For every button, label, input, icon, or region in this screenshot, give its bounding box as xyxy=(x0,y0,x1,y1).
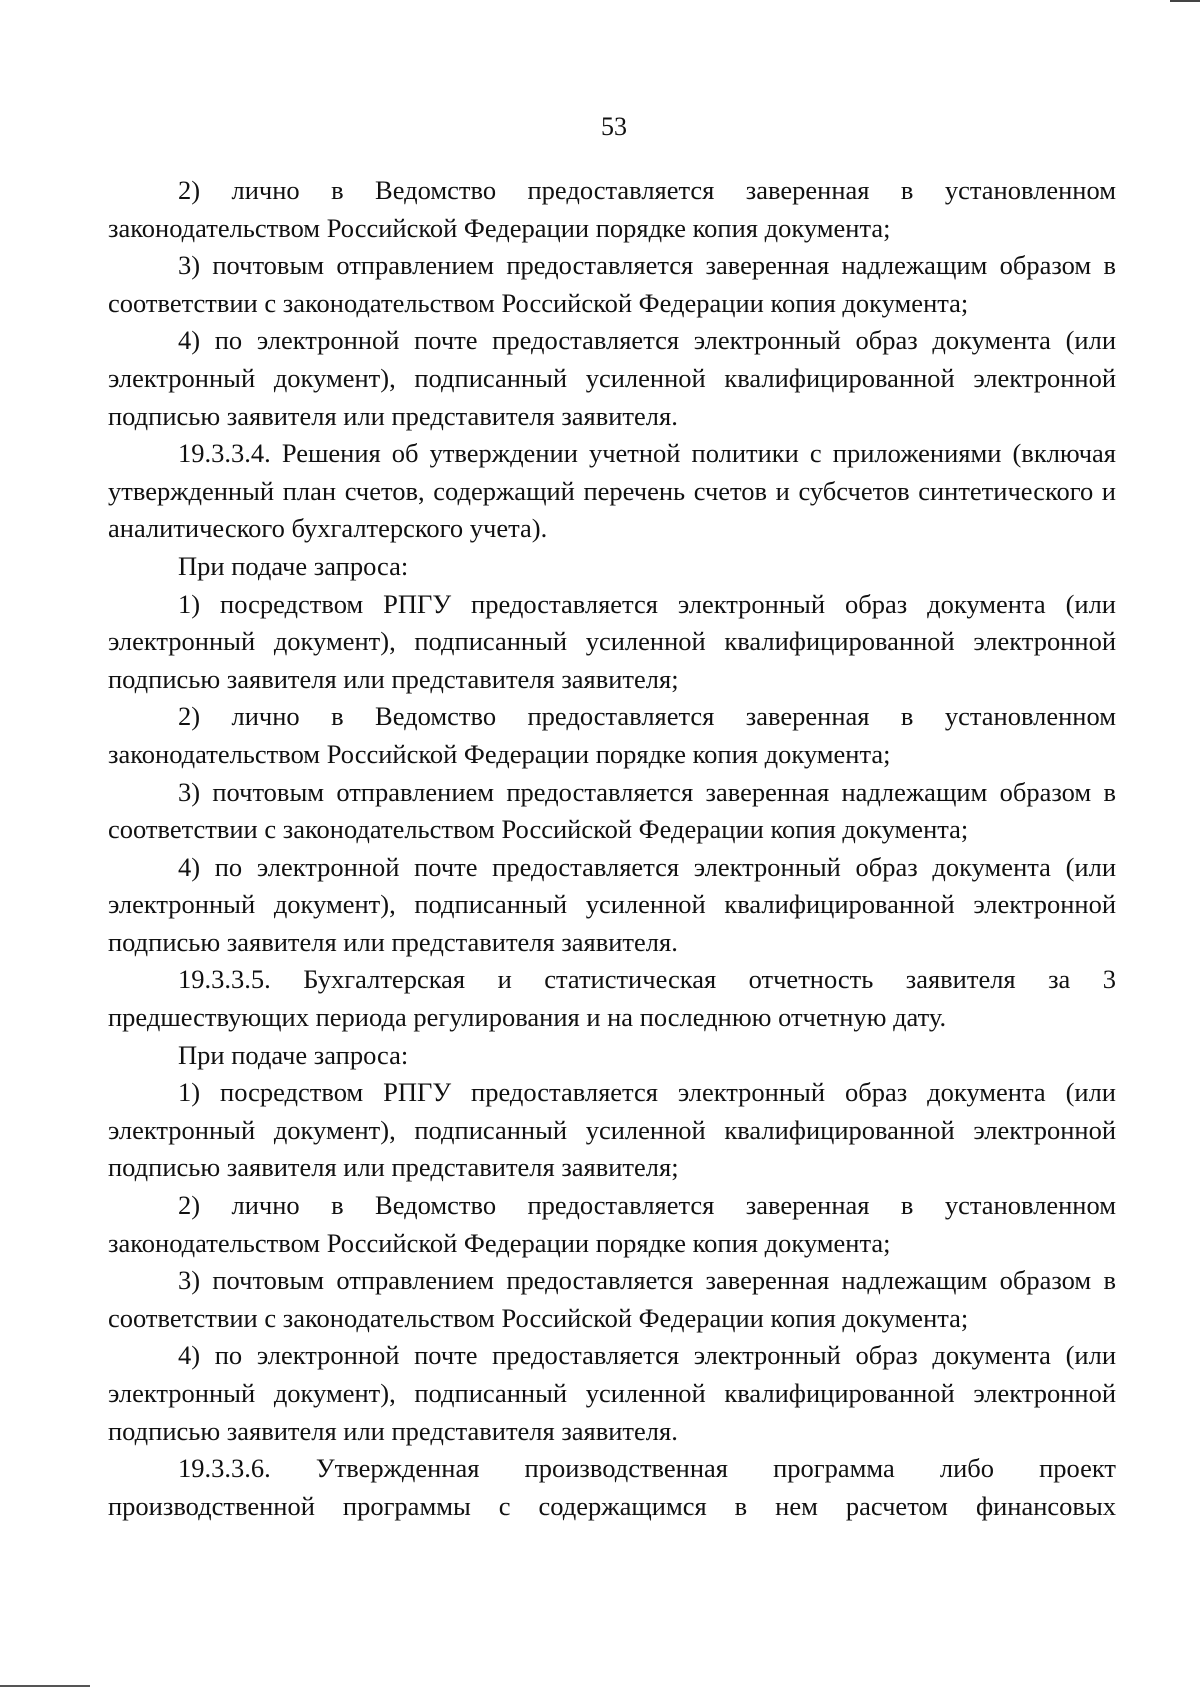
paragraph: При подаче запроса: xyxy=(178,1039,409,1070)
paragraph: 4) по электронной почте предоставляется электронный образ документа (или электронный документ), подписанный усиленной квалифицированной электронной подписью заявителя или представителя заявителя. xyxy=(108,851,1116,957)
paragraph: 19.3.3.5. Бухгалтерская и статистическая отчетность заявителя за 3 предшествующих периода регулирования и на последнюю отчетную дату. xyxy=(108,964,1116,1033)
page-number: 53 xyxy=(601,112,627,141)
paragraph: 1) посредством РПГУ предоставляется электронный образ документа (или электронный документ), подписанный усиленной квалифицированной электронной подписью заявителя или представителя заявителя; xyxy=(108,588,1116,694)
scan-edge-mark xyxy=(0,1685,90,1687)
paragraph: 2) лично в Ведомство предоставляется заверенная в установленном законодательством Российской Федерации порядке копия документа; xyxy=(108,175,1116,243)
paragraph: 3) почтовым отправлением предоставляется заверенная надлежащим образом в соответствии с законодательством Российской Федерации копия документа; xyxy=(108,250,1116,318)
paragraph: При подаче запроса: xyxy=(178,550,409,581)
document-body xyxy=(108,172,1116,1525)
paragraph: 19.3.3.4. Решения об утверждении учетной политики с приложениями (включая утвержденный план счетов, содержащий перечень счетов и субсчетов синтетического и аналитического бухгалтерского учета). xyxy=(108,438,1116,544)
paragraph: 4) по электронной почте предоставляется электронный образ документа (или электронный документ), подписанный усиленной квалифицированной электронной подписью заявителя или представителя заявителя. xyxy=(108,325,1116,431)
paragraph: 3) почтовым отправлением предоставляется заверенная надлежащим образом в соответствии с законодательством Российской Федерации копия документа; xyxy=(108,1265,1116,1333)
paragraph: 3) почтовым отправлением предоставляется заверенная надлежащим образом в соответствии с законодательством Российской Федерации копия документа; xyxy=(108,776,1116,845)
paragraph: 4) по электронной почте предоставляется электронный образ документа (или электронный документ), подписанный усиленной квалифицированной электронной подписью заявителя или представителя заявителя. xyxy=(108,1340,1116,1446)
scan-edge-mark xyxy=(1170,0,1200,2)
paragraph: 2) лично в Ведомство предоставляется заверенная в установленном законодательством Российской Федерации порядке копия документа; xyxy=(108,1190,1116,1258)
paragraph: 2) лично в Ведомство предоставляется заверенная в установленном законодательством Российской Федерации порядке копия документа; xyxy=(108,701,1116,769)
paragraph: 19.3.3.6. Утвержденная производственная программа либо проект производственной программы с содержащимся в нем расчетом финансовых xyxy=(108,1453,1116,1521)
paragraph: 1) посредством РПГУ предоставляется электронный образ документа (или электронный документ), подписанный усиленной квалифицированной электронной подписью заявителя или представителя заявителя; xyxy=(108,1077,1116,1183)
